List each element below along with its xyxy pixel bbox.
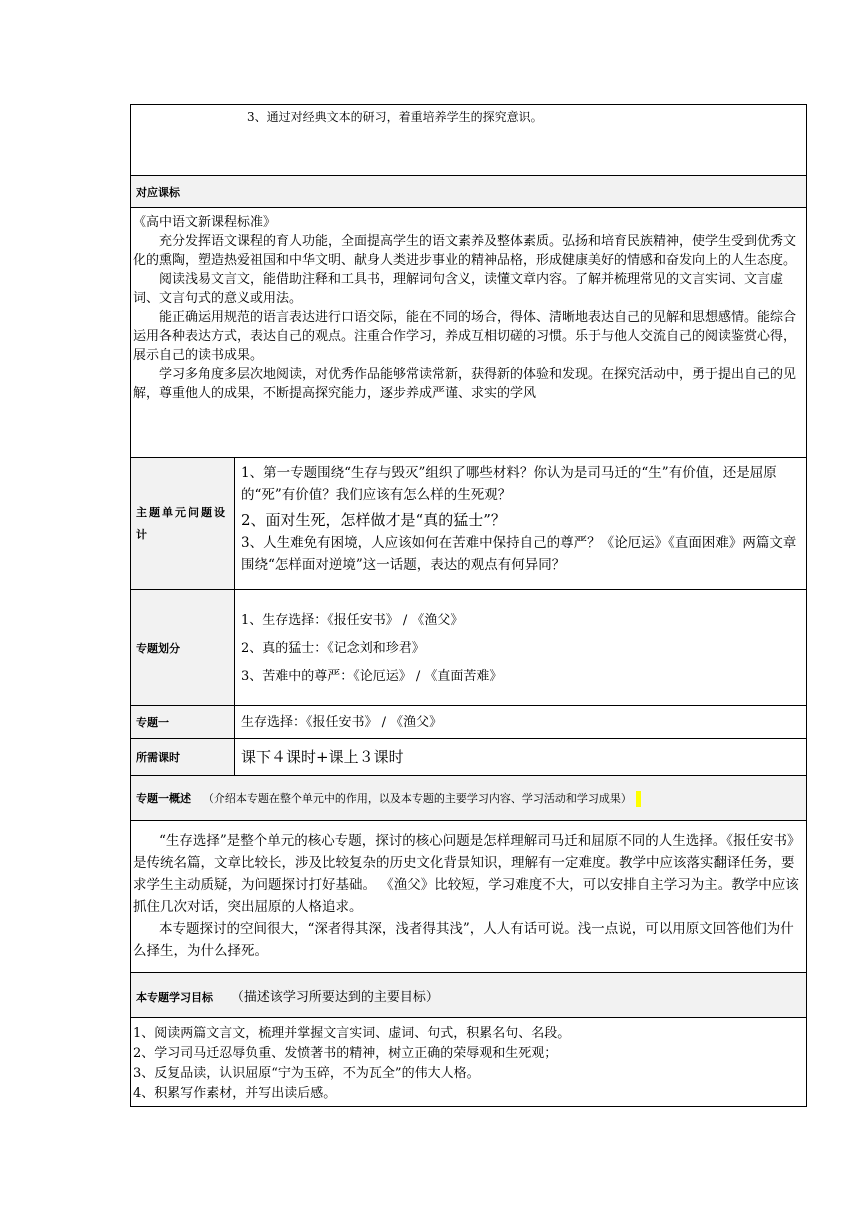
division-label: 专题划分 xyxy=(131,590,235,706)
overview-note: （介绍本专题在整个单元中的作用，以及本专题的主要学习内容、学习活动和学习成果） xyxy=(202,791,632,805)
goal-row xyxy=(131,105,807,176)
overview-paragraph-2: 本专题探讨的空间很大，“深者得其深，浅者得其浅”，人人有话可说。浅一点说，可以用原文回答他们为什么择生，为什么择死。 xyxy=(133,921,794,959)
objectives-note: （描述该学习所要达到的主要目标） xyxy=(230,989,439,1005)
objective-2: 2、学习司马迁忍辱负重、发愤著书的精神，树立正确的荣辱观和生死观； xyxy=(133,1046,558,1061)
division-item-1: 1、生存选择：《报任安书》 / 《渔父》 xyxy=(241,613,464,628)
standards-label-row xyxy=(131,176,807,208)
standards-title: 《高中语文新课程标准》 xyxy=(133,215,277,230)
hours-label: 所需课时 xyxy=(131,739,235,776)
objectives-content-row xyxy=(131,1018,807,1107)
hours-row xyxy=(131,739,807,776)
standards-paragraph-4: 学习多角度多层次地阅读，对优秀作品能够常读常新，获得新的体验和发现。在探究活动中，勇于提出自己的见解，尊重他人的成果，不断提高探究能力，逐步养成严谨、求实的学风 xyxy=(133,367,797,401)
questions-row xyxy=(131,458,807,590)
overview-label: 专题一概述 xyxy=(136,791,191,805)
overview-paragraph-1: “生存选择”是整个单元的核心专题，探讨的核心问题是怎样理解司马迁和屈原不同的人生选择。《报任安书》是传统名篇，文章比较长，涉及比较复杂的历史文化背景知识，理解有一定难度。教学中应该落实翻译任务，要求学生主动质疑，为问题探讨打好基础。 《渔父》比较短，学习难度不大，可以安排自主学习为主。教学中应该抓住几次对话，突出屈原的人格追求。 xyxy=(133,833,801,915)
question-2: 2、面对生死，怎样做才是“真的猛士”？ xyxy=(241,511,506,529)
standards-paragraph-1: 充分发挥语文课程的育人功能，全面提高学生的语文素养及整体素质。弘扬和培育民族精神，使学生受到优秀文化的熏陶，塑造热爱祖国和中华文明、献身人类进步事业的精神品格，形成健康美好的情感和奋发向上的人生态度。 xyxy=(133,234,797,268)
division-item-3: 3、苦难中的尊严：《论厄运》 / 《直面苦难》 xyxy=(241,669,503,684)
question-1: 1、第一专题围绕“生存与毁灭”组织了哪些材料？你认为是司马迁的“生”有价值，还是屈原的“死”有价值？我们应该有怎么样的生死观？ xyxy=(241,465,777,503)
standards-paragraph-3: 能正确运用规范的语言表达进行口语交际，能在不同的场合，得体、清晰地表达自己的见解和思想感情。能综合运用各种表达方式，表达自己的观点。注重合作学习，养成互相切磋的习惯。乐于与他人交流自己的阅读鉴赏心得，展示自己的读书成果。 xyxy=(133,310,797,363)
objective-1: 1、阅读两篇文言文，梳理并掌握文言实词、虚词、句式，积累名句、名段。 xyxy=(133,1026,571,1041)
topic1-value: 生存选择：《报任安书》 / 《渔父》 xyxy=(241,715,443,730)
objective-3: 3、反复品读，认识屈原“宁为玉碎，不为瓦全”的伟大人格。 xyxy=(133,1066,480,1081)
question-3: 3、人生难免有困境，人应该如何在苦难中保持自己的尊严？《论厄运》《直面困难》两篇文章围绕“怎样面对逆境”这一话题，表达的观点有何异同？ xyxy=(241,535,797,573)
division-item-2: 2、真的猛士：《记念刘和珍君》 xyxy=(241,641,425,656)
topic1-row xyxy=(131,706,807,739)
objective-4: 4、积累写作素材，并写出读后感。 xyxy=(133,1086,337,1101)
highlight-mark xyxy=(636,791,641,807)
standards-content-row xyxy=(131,208,807,458)
overview-content-row xyxy=(131,821,807,973)
goal-3-text: 3、通过对经典文本的研习，着重培养学生的探究意识。 xyxy=(247,110,543,124)
objectives-label: 本专题学习目标 xyxy=(136,990,213,1004)
division-row xyxy=(131,590,807,706)
overview-label-row xyxy=(131,776,807,821)
objectives-label-row xyxy=(131,973,807,1018)
lesson-plan-table xyxy=(130,104,807,1107)
standards-paragraph-2: 阅读浅易文言文，能借助注释和工具书，理解词句含义，读懂文章内容。了解并梳理常见的文言实词、文言虚词、文言句式的意义或用法。 xyxy=(133,272,784,306)
topic1-label: 专题一 xyxy=(131,706,235,739)
questions-label: 主题单元问题设计 xyxy=(131,458,235,590)
hours-value: 课下４课时+课上３课时 xyxy=(241,748,404,766)
standards-label: 对应课标 xyxy=(131,176,807,208)
